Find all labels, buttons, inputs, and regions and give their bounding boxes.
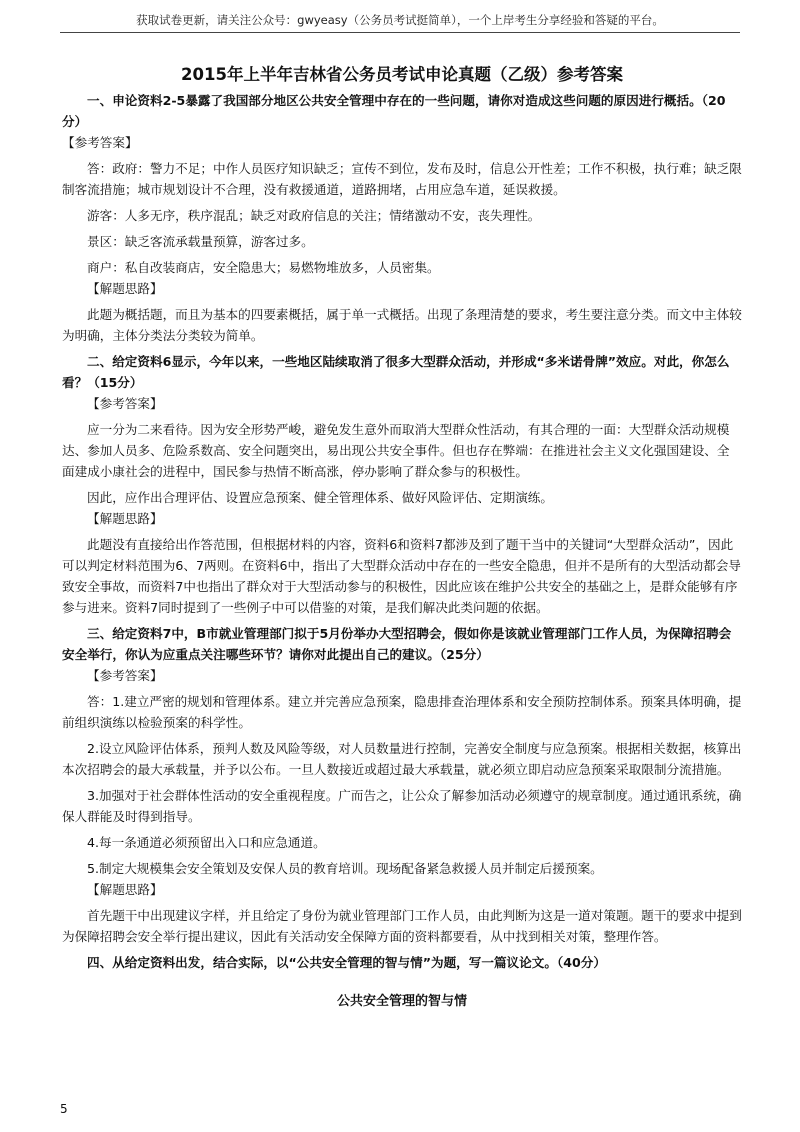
page-number: 5 bbox=[60, 1102, 68, 1116]
document-body bbox=[62, 62, 742, 1012]
page-header: 获取试卷更新，请关注公众号：gwyeasy（公务员考试挺简单），一个上岸考生分享经验和答疑的平台。 bbox=[60, 12, 740, 33]
question-1: 一、申论资料2-5暴露了我国部分地区公共安全管理中存在的一些问题，请你对造成这些问题的原因进行概括。（20分） bbox=[62, 93, 726, 129]
question-3: 三、给定资料7中，B市就业管理部门拟于5月份举办大型招聘会，假如你是该就业管理部门工作人员，为保障招聘会安全举行，你认为应重点关注哪些环节？请你对此提出自己的建议。（25分） bbox=[62, 626, 732, 662]
q2-answer-2: 因此，应作出合理评估、设置应急预案、健全管理体系、做好风险评估、定期演练。 bbox=[87, 490, 553, 505]
question-4: 四、从给定资料出发，结合实际，以“公共安全管理的智与情”为题，写一篇议论文。（40分） bbox=[87, 955, 606, 970]
q1-idea: 此题为概括题，而且为基本的四要素概括，属于单一式概括。出现了条理清楚的要求，考生要注意分类。而文中主体较为明确，主体分类法分类较为简单。 bbox=[62, 307, 742, 343]
document-title: 2015年上半年吉林省公务员考试申论真题（乙级）参考答案 bbox=[181, 65, 623, 84]
q1-answer-2: 游客：人多无序，秩序混乱；缺乏对政府信息的关注；情绪激动不安，丧失理性。 bbox=[87, 208, 541, 223]
q3-reference-label: 【参考答案】 bbox=[87, 668, 163, 683]
q1-reference-label: 【参考答案】 bbox=[62, 135, 138, 150]
essay-title: 公共安全管理的智与情 bbox=[336, 994, 467, 1009]
q1-answer-1: 答：政府：警力不足；中作人员医疗知识缺乏；宣传不到位，发布及时，信息公开性差；工作不积极，执行难；缺乏限制客流措施；城市规划设计不合理，没有救援通道，道路拥堵，占用应急车道，延误救援。 bbox=[62, 161, 742, 197]
q3-answer-4: 4.每一条通道必须预留出入口和应急通道。 bbox=[87, 835, 326, 850]
q2-idea: 此题没有直接给出作答范围，但根据材料的内容，资料6和资料7都涉及到了题干当中的关键词“大型群众活动”，因此可以判定材料范围为6、7两则。在资料6中，指出了大型群众活动中存在的一些安全隐患，但并不是所有的大型活动都会导致安全事故，而资料7中也指出了群众对于大型活动参与的积极性，因此应该在维护公共安全的基础之上，是群众能够有序参与进来。资料7同时提到了一些例子中可以借鉴的对策，是我们解决此类问题的依据。 bbox=[62, 537, 741, 615]
question-2: 二、给定资料6显示，今年以来，一些地区陆续取消了很多大型群众活动，并形成“多米诺骨牌”效应。对此，你怎么看？（15分） bbox=[62, 354, 730, 390]
q1-idea-label: 【解题思路】 bbox=[87, 281, 163, 296]
q3-answer-1: 答：1.建立严密的规划和管理体系。建立并完善应急预案，隐患排查治理体系和安全预防控制体系。预案具体明确，提前组织演练以检验预案的科学性。 bbox=[62, 694, 742, 730]
q2-idea-label: 【解题思路】 bbox=[87, 511, 163, 526]
q3-answer-5: 5.制定大规模集会安全策划及安保人员的教育培训。现场配备紧急救援人员并制定后援预案。 bbox=[87, 861, 603, 876]
q2-answer-1: 应一分为二来看待。因为安全形势严峻，避免发生意外而取消大型群众性活动，有其合理的一面：大型群众活动规模达、参加人员多、危险系数高、安全问题突出，易出现公共安全事件。但也存在弊端：在推进社会主义文化强国建设、全面建成小康社会的进程中，国民参与热情不断高涨，停办影响了群众参与的积极性。 bbox=[62, 422, 730, 479]
q3-idea-label: 【解题思路】 bbox=[87, 882, 163, 897]
q2-reference-label: 【参考答案】 bbox=[87, 396, 163, 411]
q3-idea: 首先题干中出现建议字样，并且给定了身份为就业管理部门工作人员，由此判断为这是一道对策题。题干的要求中提到为保障招聘会安全举行提出建议，因此有关活动安全保障方面的资料都要看，从中找到相关对策，整理作答。 bbox=[62, 908, 742, 944]
q3-answer-3: 3.加强对于社会群体性活动的安全重视程度。广而告之，让公众了解参加活动必须遵守的规章制度。通过通讯系统，确保人群能及时得到指导。 bbox=[62, 788, 742, 824]
q1-answer-4: 商户：私自改装商店，安全隐患大；易燃物堆放多，人员密集。 bbox=[87, 260, 440, 275]
q3-answer-2: 2.设立风险评估体系，预判人数及风险等级，对人员数量进行控制，完善安全制度与应急预案。根据相关数据，核算出本次招聘会的最大承载量，并予以公布。一旦人数接近或超过最大承载量，就必须立即启动应急预案采取限制分流措施。 bbox=[62, 741, 742, 777]
q1-answer-3: 景区：缺乏客流承载量预算，游客过多。 bbox=[87, 234, 314, 249]
